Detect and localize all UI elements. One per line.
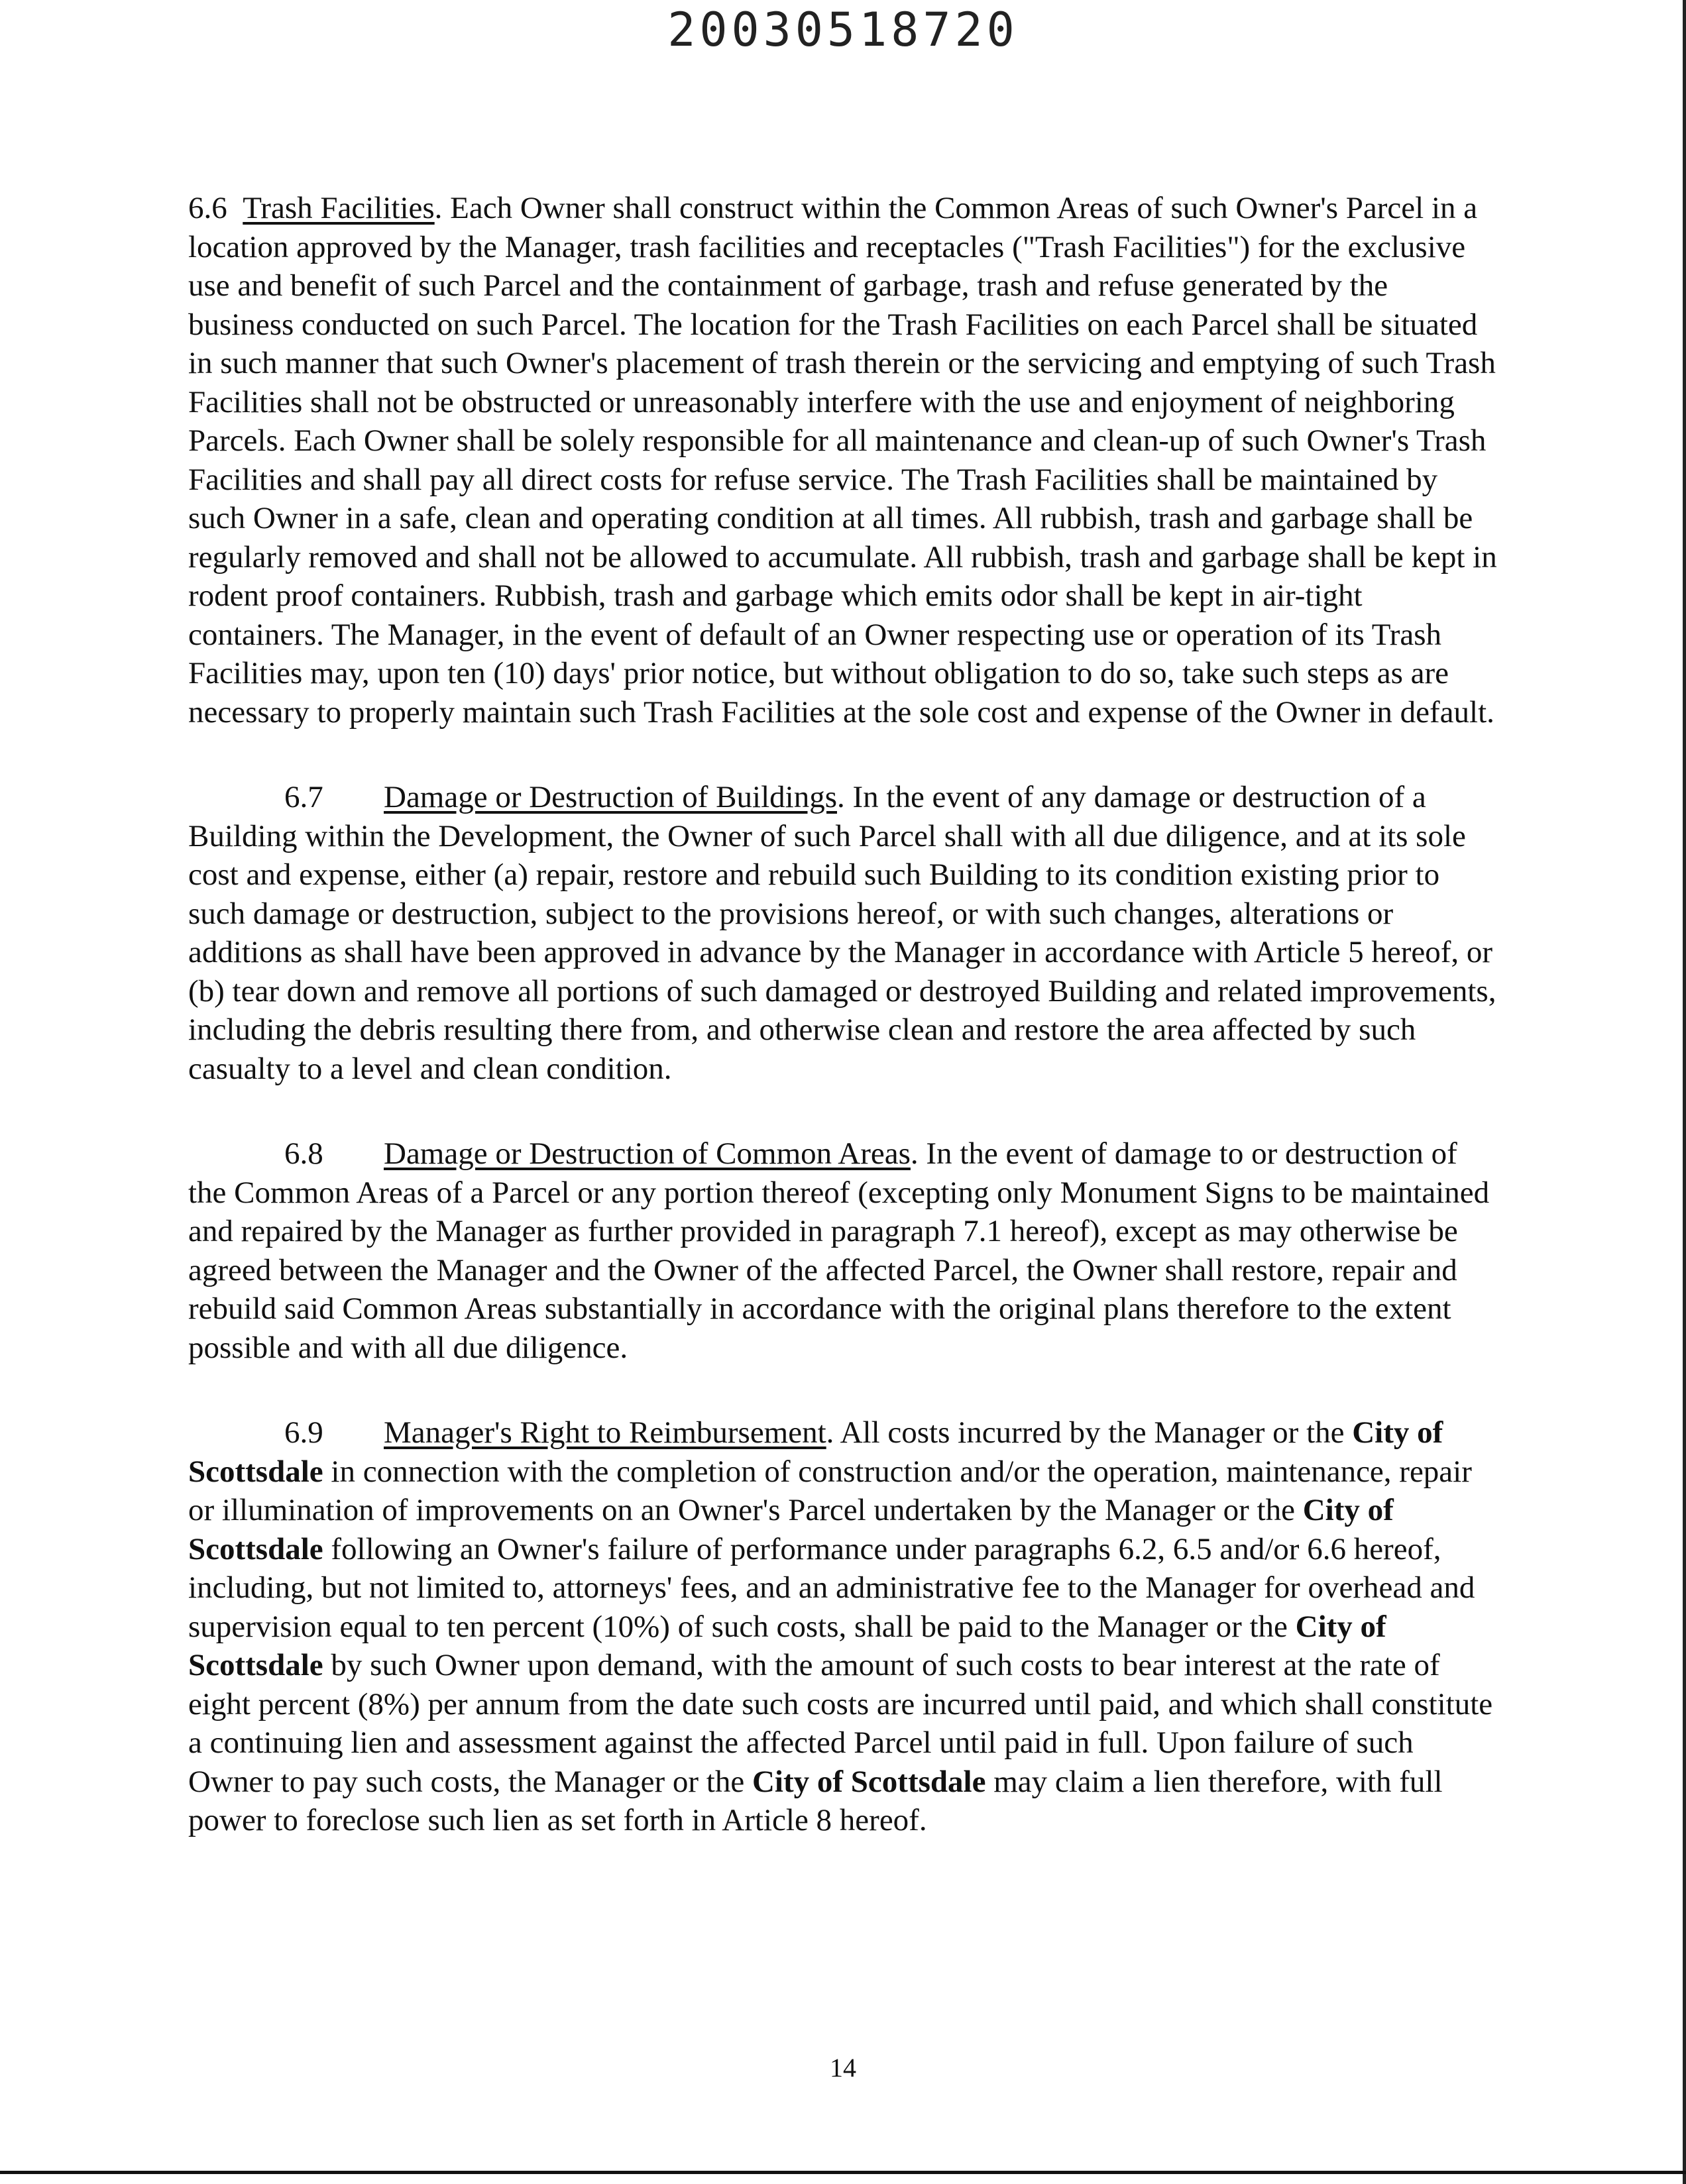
right-border-rule [1683,0,1686,2184]
section-number: 6.8 [284,1136,323,1171]
section-text: in connection with the completion of construction and/or the operation, maintenance, repair or illumination of improvements on an Owner's Parcel undertaken by the Manager or the [188,1454,1472,1527]
section-text: . All costs incurred by the Manager or the [826,1415,1353,1450]
section-heading: Manager's Right to Reimbursement [384,1415,826,1450]
document-number: 20030518720 [667,3,1019,57]
section-text: following an Owner's failure of performance under paragraphs 6.2, 6.5 and/or 6.6 hereof, including, but not limited to, attorneys' fees, and an administrative fee to the Manager for overhead and supervision equal to ten percent (10%) of such costs, shall be paid to the Manager or the [188,1531,1475,1644]
section-text: may claim a lien therefore, with full power to foreclose such lien as set forth in Article 8 hereof. [188,1764,1443,1837]
section-number: 6.9 [284,1415,323,1450]
section-number: 6.6 [188,191,227,225]
section-text: . In the event of any damage or destruction of a Building within the Development, the Owner of such Parcel shall with all due diligence, and at its sole cost and expense, either (a) repair, restore and rebuild such Building to its condition existing prior to such damage or destruction, subject to the provisions hereof, or with such changes, alterations or additions as shall have been approved in advance by the Manager in accordance with Article 5 hereof, or (b) tear down and remove all portions of such damaged or destroyed Building and related improvements, including the debris resulting there from, and otherwise clean and restore the area affected by such casualty to a level and clean condition. [188,780,1496,1086]
section-6-8 [188,1134,1500,1367]
section-text: by such Owner upon demand, with the amount of such costs to bear interest at the rate of eight percent (8%) per annum from the date such costs are incurred until paid, and which shall constitute a continuing lien and assessment against the affected Parcel until paid in full. Upon failure of such Owner to pay such costs, the Manager or the [188,1648,1493,1799]
section-6-6 [188,189,1500,732]
section-number: 6.7 [284,780,323,814]
section-6-7 [188,778,1500,1088]
page-number: 14 [830,2053,856,2083]
bottom-border-rule [0,2171,1686,2174]
city-name-bold: City of Scottsdale [188,1493,1394,1566]
document-body [188,189,1500,1840]
section-heading: Damage or Destruction of Common Areas [384,1136,911,1171]
city-name-bold: City of Scottsdale [752,1764,986,1799]
section-text: . In the event of damage to or destruction of the Common Areas of a Parcel or any portion thereof (excepting only Monument Signs to be maintained and repaired by the Manager as further provided in paragraph 7.1 hereof), except as may otherwise be agreed between the Manager and the Owner of the affected Parcel, the Owner shall restore, repair and rebuild said Common Areas substantially in accordance with the original plans therefore to the extent possible and with all due diligence. [188,1136,1490,1365]
city-name-bold: City of Scottsdale [188,1609,1386,1682]
section-6-9 [188,1413,1500,1840]
section-text: . Each Owner shall construct within the Common Areas of such Owner's Parcel in a location approved by the Manager, trash facilities and receptacles ("Trash Facilities") for the exclusive use and benefit of such Parcel and the containment of garbage, trash and refuse generated by the business conducted on such Parcel. The location for the Trash Facilities on each Parcel shall be situated in such manner that such Owner's placement of trash therein or the servicing and emptying of such Trash Facilities shall not be obstructed or unreasonably interfere with the use and enjoyment of neighboring Parcels. Each Owner shall be solely responsible for all maintenance and clean-up of such Owner's Trash Facilities and shall pay all direct costs for refuse service. The Trash Facilities shall be maintained by such Owner in a safe, clean and operating condition at all times. All rubbish, trash and garbage shall be regularly removed and shall not be allowed to accumulate. All rubbish, trash and garbage shall be kept in rodent proof containers. Rubbish, trash and garbage which emits odor shall be kept in air-tight containers. The Manager, in the event of default of an Owner respecting use or operation of its Trash Facilities may, upon ten (10) days' prior notice, but without obligation to do so, take such steps as are necessary to properly maintain such Trash Facilities at the sole cost and expense of the Owner in default. [188,191,1497,730]
section-heading: Damage or Destruction of Buildings [384,780,837,814]
city-name-bold: City of Scottsdale [188,1415,1443,1489]
section-heading: Trash Facilities [243,191,435,225]
